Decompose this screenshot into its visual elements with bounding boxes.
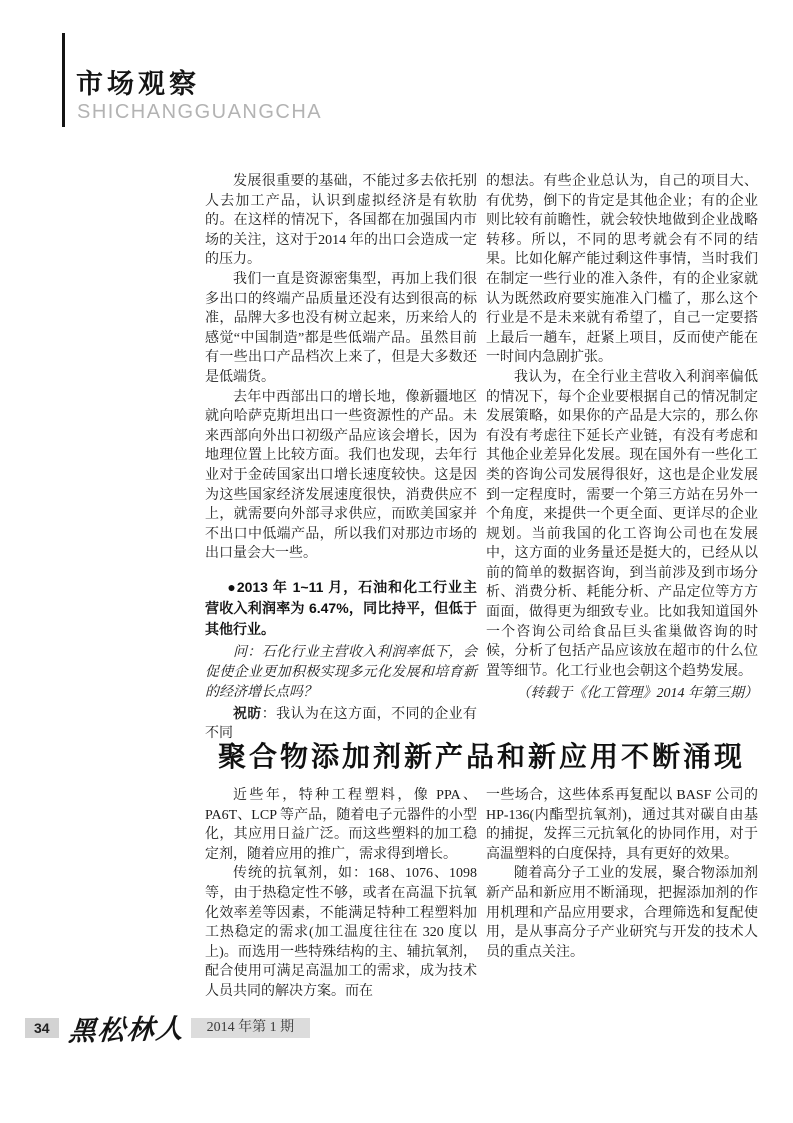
issue-label: 2014 年第 1 期 — [191, 1018, 311, 1038]
column-title: 市场观察 — [76, 69, 200, 99]
article-interview-right-column — [486, 172, 758, 744]
column-title-pinyin: SHICHANGGUANGCHA — [77, 101, 323, 123]
paragraph: 我们一直是资源密集型，再加上我们很多出口的终端产品质量还没有达到很高的标准，品牌大多也没有树立起来，历来给人的感觉“中国制造”都是些低端产品。虽然目前有一些出口产品档次上来了，但是大多数还是低端货。 — [205, 271, 477, 385]
paragraph: 我认为，在全行业主营收入利润率偏低的情况下，每个企业要根据自己的情况制定发展策略，如果你的产品是大宗的，那么你有没有考虑往下延长产业链，有没有考虑和其他企业差异化发展。现在国外有一些化工类的咨询公司发展得很好，这也是企业发展到一定程度时，需要一个第三方站在另外一个角度，来提供一个更全面、更详尽的企业规划。当前我国的化工咨询公司也在发展中，这方面的业务量还是挺大的，已经从以前的简单的数据咨询，到当前涉及到市场分析、消费分析、耗能分析、产品定位等方方面面，做得更为细致专业。比如我知道国外一个咨询公司给食品巨头雀巢做咨询的时候，分析了包括产品应该放在超市的什么位置等细节。化工行业也会朝这个趋势发展。 — [486, 369, 758, 679]
paragraph: 去年中西部出口的增长地，像新疆地区就向哈萨克斯坦出口一些资源性的产品。未来西部向外出口初级产品应该会增长，因为地理位置上比较方面。我们也发现，去年行业对于金砖国家出口增长速度较快。这是因为这些国家经济发展速度很快，消费供应不上，就需要向外部寻求供应，而欧美国家并不出口中低端产品，所以我们对那边市场的出口量会大一些。 — [205, 389, 477, 562]
article2-right-column — [486, 786, 758, 1002]
article-polymer-additives — [205, 786, 758, 1002]
interview-question: 问：石化行业主营收入利润率低下，会促使企业更加积极实现多元化发展和培育新的经济增长点吗？ — [205, 644, 477, 700]
paragraph: 随着高分子工业的发展，聚合物添加剂新产品和新应用不断涌现，把握添加剂的作用机理和产品应用要求，合理筛选和复配使用，是从事高分子产业研究与开发的技术人员的重点关注。 — [486, 866, 758, 960]
article2-left-column — [205, 786, 477, 1002]
article2-title: 聚合物添加剂新产品和新应用不断涌现 — [217, 742, 745, 773]
paragraph-continuation: 一些场合，这些体系再复配以 BASF 公司的 HP-136(内酯型抗氧剂)，通过其对碳自由基的捕捉，发挥三元抗氧化的协同作用，对于高温塑料的白度保持，具有更好的效果。 — [486, 788, 758, 862]
page-footer — [25, 1008, 310, 1047]
speaker-name: 祝昉 — [233, 706, 262, 722]
answer-text: ：我认为在这方面，不同的企业有不同 — [205, 706, 477, 742]
reprint-attribution: （转载于《化工管理》2014 年第三期） — [516, 686, 758, 702]
paragraph: 发展很重要的基础，不能过多去依托别人去加工产品，认识到虚拟经济是有软肋的。在这样的情况下，各国都在加强国内市场的关注，这对于2014 年的出口会造成一定的压力。 — [205, 174, 477, 268]
page-number-badge: 34 — [25, 1018, 59, 1038]
article-interview-left-column — [205, 172, 477, 744]
highlight-statistic: ●2013 年 1~11 月，石油和化工行业主营收入利润率为 6.47%，同比持平，但低于其他行业。 — [205, 578, 477, 637]
header-vertical-rule — [62, 33, 65, 127]
paragraph-continuation: 的想法。有些企业总认为，自己的项目大、有优势，倒下的肯定是其他企业；有的企业则比较有前瞻性，就会较快地做到企业战略转移。所以，不同的思考就会有不同的结果。比如化解产能过剩这件事情，当时我们在制定一些行业的准入条件，有的企业家就认为既然政府要实施准入门槛了，那么这个行业是不是未来就有希望了，自己一定要搭上最后一趟车，赶紧上项目，反而使产能在一时间内急剧扩张。 — [486, 174, 758, 366]
paragraph: 传统的抗氧剂，如：168、1076、1098 等，由于热稳定性不够，或者在高温下抗氧化效率差等因素，不能满足特种工程塑料加工热稳定的需求(加工温度往往在 320 度以上)。而选用一些特殊结构的主、辅抗氧剂，配合使用可满足高温加工的需求，成为技术人员共同的解决方案。而在 — [205, 866, 477, 999]
article-interview — [205, 172, 758, 744]
brand-calligraphy-logo: 黑松林人 — [67, 1013, 186, 1047]
paragraph: 近些年，特种工程塑料，像 PPA、PA6T、LCP 等产品，随着电子元器件的小型化，其应用日益广泛。而这些塑料的加工稳定剂，随着应用的推广，需求得到增长。 — [205, 788, 477, 862]
